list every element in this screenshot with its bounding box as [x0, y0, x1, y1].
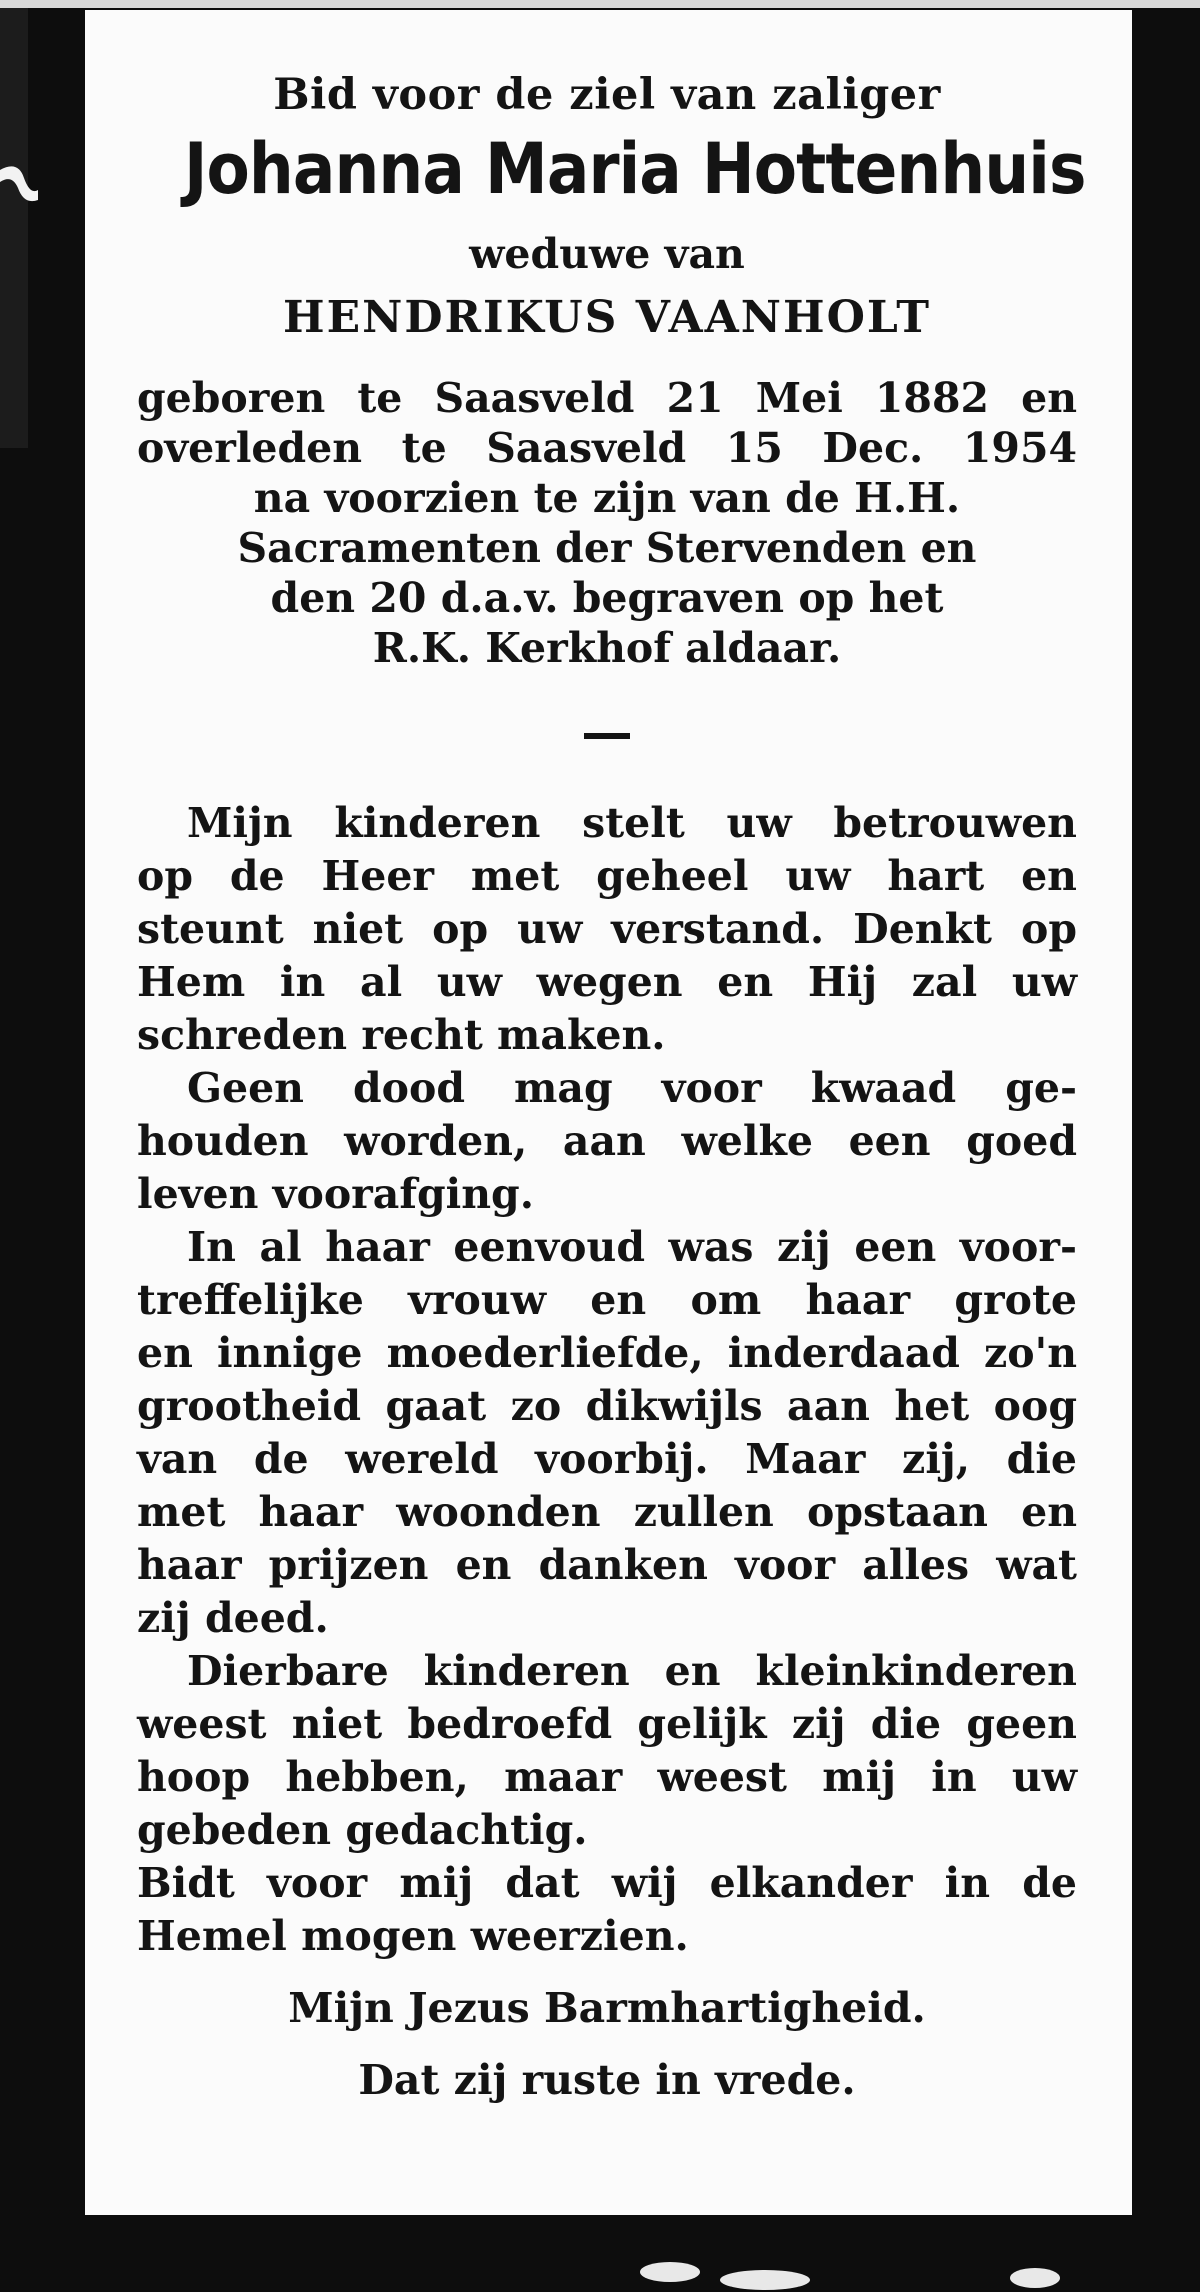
paragraph [137, 1645, 1077, 1857]
text-line: houden worden, aan welke een goed [137, 1117, 1077, 1165]
text-line: hoop hebben, maar weest mij in uw [137, 1753, 1077, 1801]
text-line: haar prijzen en danken voor alles wat [137, 1541, 1077, 1589]
invocation-heading: Bid voor de ziel van zaliger [273, 70, 941, 120]
text-line: In al haar eenvoud was zij een voor- [187, 1223, 1077, 1271]
closing-prayer: Mijn Jezus Barmhartigheid. [288, 1984, 926, 2032]
text-line: Hem in al uw wegen en Hij zal uw [137, 958, 1077, 1006]
biography-line: Sacramenten der Stervenden en [237, 524, 977, 572]
biography-line: geboren te Saasveld 21 Mei 1882 en [137, 374, 1077, 422]
text-body [137, 797, 1077, 1963]
scan-artifact-icon [0, 150, 40, 220]
paragraph [137, 1221, 1077, 1645]
deceased-name: Johanna Maria Hottenhuis [184, 128, 1086, 210]
text-line: van de wereld voorbij. Maar zij, die [137, 1435, 1077, 1483]
paragraph [137, 797, 1077, 1062]
biography-line: na voorzien te zijn van de H.H. [253, 474, 961, 522]
paragraph [137, 1857, 1077, 1963]
text-line: zij deed. [137, 1594, 329, 1642]
text-line: Mijn kinderen stelt uw betrouwen [187, 799, 1077, 847]
text-line: grootheid gaat zo dikwijls aan het oog [137, 1382, 1077, 1430]
text-line: Hemel mogen weerzien. [137, 1912, 689, 1960]
scan-speck [640, 2262, 700, 2282]
text-line: op de Heer met geheel uw hart en [137, 852, 1077, 900]
paragraph [137, 1062, 1077, 1221]
scan-speck [720, 2270, 810, 2290]
text-line: met haar woonden zullen opstaan en [137, 1488, 1077, 1536]
scan-top-edge [0, 0, 1200, 8]
text-line: en innige moederliefde, inderdaad zo'n [137, 1329, 1077, 1377]
scan-speck [1010, 2268, 1060, 2288]
closing-rest-in-peace: Dat zij ruste in vrede. [358, 2056, 856, 2104]
text-line: steunt niet op uw verstand. Denkt op [137, 905, 1077, 953]
biography-block [137, 373, 1077, 673]
prayer-card [85, 10, 1132, 2215]
text-line: weest niet bedroefd gelijk zij die geen [137, 1700, 1077, 1748]
biography-line: den 20 d.a.v. begraven op het [270, 574, 944, 622]
text-line: schreden recht maken. [137, 1011, 666, 1059]
text-line: treffelijke vrouw en om haar grote [137, 1276, 1077, 1324]
text-line: Dierbare kinderen en kleinkinderen [187, 1647, 1077, 1695]
biography-line: overleden te Saasveld 15 Dec. 1954 [137, 424, 1077, 472]
widow-of-label: weduwe van [469, 230, 745, 278]
text-line: leven voorafging. [137, 1170, 534, 1218]
section-divider [584, 733, 630, 739]
text-line: Bidt voor mij dat wij elkander in de [137, 1859, 1077, 1907]
biography-line: R.K. Kerkhof aldaar. [372, 624, 842, 672]
husband-name: HENDRIKUS VAANHOLT [283, 292, 931, 343]
text-line: Geen dood mag voor kwaad ge- [187, 1064, 1077, 1112]
text-line: gebeden gedachtig. [137, 1806, 588, 1854]
scan-left-shadow [0, 8, 28, 448]
